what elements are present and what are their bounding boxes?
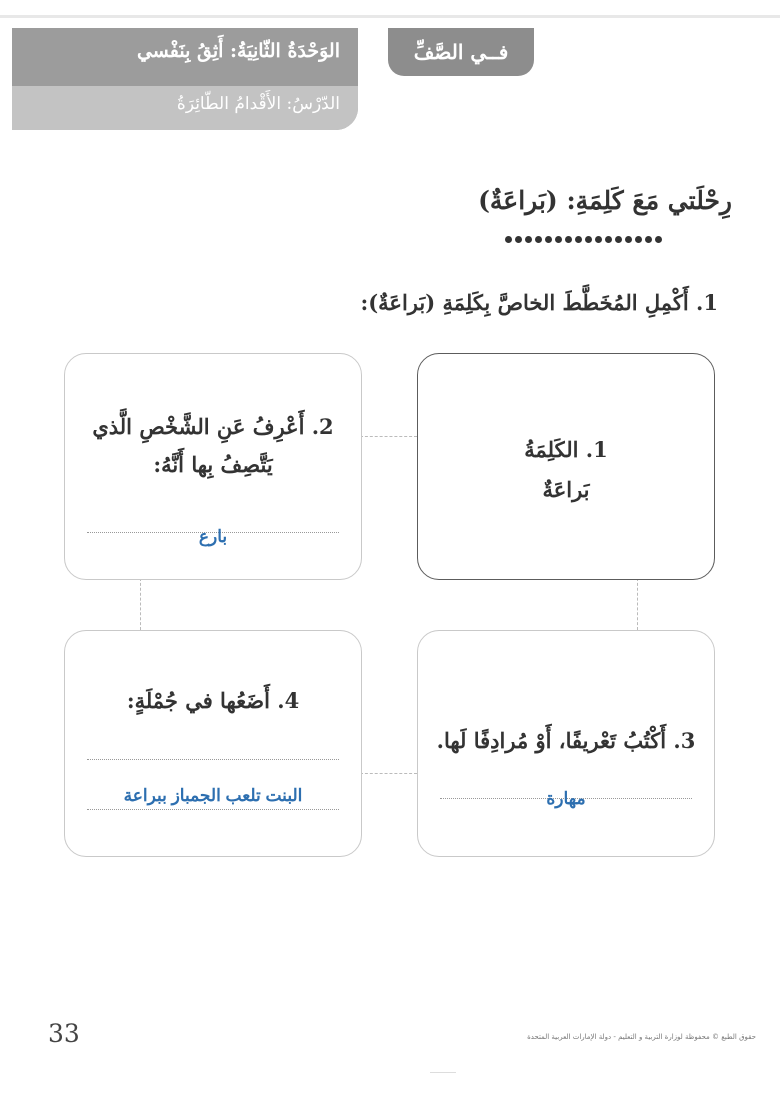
- person-card-question-line1: 2. أَعْرِفُ عَنِ الشَّخْصِ الَّذي: [92, 414, 334, 439]
- unit-title: الوَحْدَةُ الثّانِيَةُ: أَثِقُ بِنَفْسي: [136, 40, 340, 62]
- divider-dot: [525, 236, 532, 243]
- unit-banner: [12, 28, 358, 130]
- divider-dot: [655, 236, 662, 243]
- divider-dot: [605, 236, 612, 243]
- sentence-card-question: 4. أَضَعُها في جُمْلَةٍ:: [126, 688, 300, 713]
- sentence-answer-line-2: [87, 809, 339, 810]
- sentence-answer-line-1: [87, 759, 339, 760]
- connector-3-4: [360, 773, 417, 774]
- divider-dot: [615, 236, 622, 243]
- lesson-strip: [12, 86, 358, 130]
- top-border: [0, 15, 780, 18]
- footer-mark: [430, 1072, 456, 1073]
- divider-dot: [585, 236, 592, 243]
- divider-dot: [545, 236, 552, 243]
- sentence-card: [64, 630, 362, 857]
- word-card-value: بَراعَةٌ: [542, 477, 590, 502]
- word-card-label: 1. الكَلِمَةُ: [524, 437, 608, 462]
- connector-1-3: [637, 578, 638, 630]
- divider-dot: [555, 236, 562, 243]
- divider-dot: [515, 236, 522, 243]
- section-title: رِحْلَتي مَعَ كَلِمَةِ: (بَراعَةٌ): [478, 186, 732, 215]
- person-card-question-line2: يَتَّصِفُ بِها أَنَّهُ:: [153, 452, 273, 477]
- divider-dot: [535, 236, 542, 243]
- divider-dot: [505, 236, 512, 243]
- word-card: [417, 353, 715, 580]
- page-number: 33: [48, 1019, 80, 1048]
- definition-answer[interactable]: مهارة: [546, 789, 586, 808]
- exercise-instruction: 1. أَكْمِلِ المُخَطَّطَ الخاصَّ بِكَلِمَةِ (بَراعَةٌ):: [360, 290, 718, 315]
- dotted-divider: [505, 236, 662, 243]
- in-class-tab: فــي الصَّفِّ: [388, 28, 534, 76]
- lesson-title: الدّرْسُ: الأَقْدامُ الطّائِرَةُ: [176, 94, 340, 114]
- definition-card-question: 3. أَكْتُبُ تَعْريفًا، أَوْ مُرادِفًا لَها.: [436, 728, 696, 753]
- divider-dot: [625, 236, 632, 243]
- definition-card: [417, 630, 715, 857]
- divider-dot: [595, 236, 602, 243]
- divider-dot: [645, 236, 652, 243]
- divider-dot: [635, 236, 642, 243]
- connector-2-4: [140, 578, 141, 630]
- sentence-answer[interactable]: البنت تلعب الجمباز ببراعة: [123, 786, 303, 805]
- connector-1-2: [360, 436, 417, 437]
- person-answer[interactable]: بارع: [198, 527, 228, 546]
- person-card: [64, 353, 362, 580]
- divider-dot: [575, 236, 582, 243]
- divider-dot: [565, 236, 572, 243]
- copyright-note: حقوق الطبع © محفوظة لوزارة التربية و التعليم - دولة الإمارات العربية المتحدة: [527, 1033, 756, 1041]
